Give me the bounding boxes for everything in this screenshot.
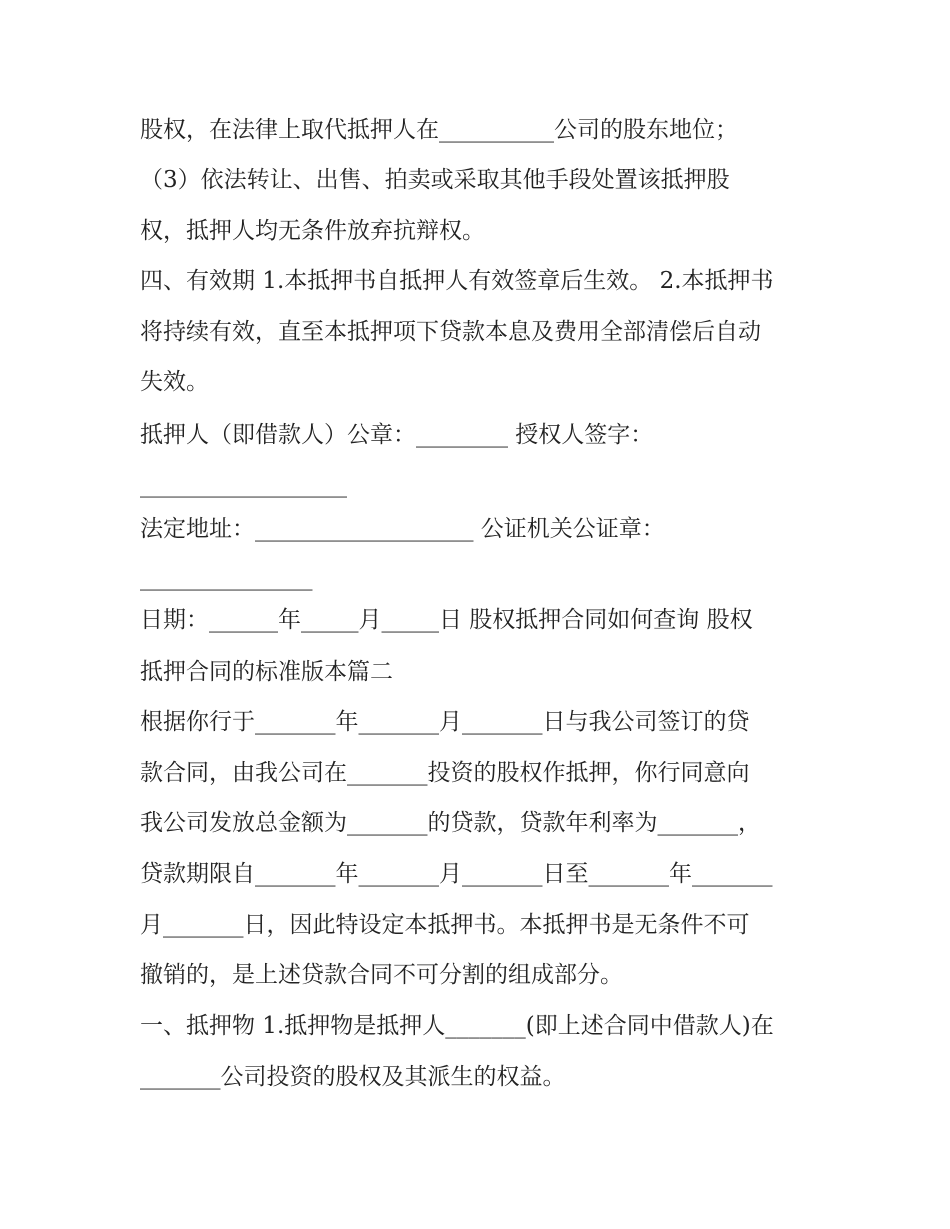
text-line: _______公司投资的股权及其派生的权益。	[140, 1064, 566, 1090]
text-line: 将持续有效，直至本抵押项下贷款本息及费用全部清偿后自动	[140, 319, 761, 345]
text-line: 四、有效期 1.本抵押书自抵押人有效签章后生效。 2.本抵押书	[140, 268, 774, 294]
text-line: 贷款期限自_______年_______月_______日至_______年_______	[140, 861, 773, 887]
text-line: 日期：______年_____月_____日 股权抵押合同如何查询 股权	[140, 607, 753, 633]
text-line: 法定地址：___________________ 公证机关公证章：	[140, 516, 665, 542]
text-line: 抵押人（即借款人）公章：________ 授权人签字：	[140, 422, 654, 448]
text-line: 失效。	[140, 369, 209, 395]
text-line: 我公司发放总金额为_______的贷款，贷款年利率为_______，	[140, 810, 761, 836]
text-line: 撤销的，是上述贷款合同不可分割的组成部分。	[140, 962, 623, 988]
text-line: 月_______日，因此特设定本抵押书。本抵押书是无条件不可	[140, 912, 750, 938]
text-line: （3）依法转让、出售、拍卖或采取其他手段处置该抵押股	[140, 167, 730, 193]
text-line: 股权，在法律上取代抵押人在__________公司的股东地位；	[140, 117, 738, 143]
text-line: 一、抵押物 1.抵押物是抵押人_______(即上述合同中借款人)在	[140, 1013, 774, 1039]
text-line: 款合同，由我公司在_______投资的股权作抵押，你行同意向	[140, 760, 750, 786]
text-line: 根据你行于_______年_______月_______日与我公司签订的贷	[140, 709, 750, 735]
section-heading: 抵押合同的标准版本篇二	[140, 659, 393, 685]
seal-blank: _______________	[140, 565, 313, 591]
signature-blank: __________________	[140, 472, 347, 498]
text-line: 权，抵押人均无条件放弃抗辩权。	[140, 218, 485, 244]
